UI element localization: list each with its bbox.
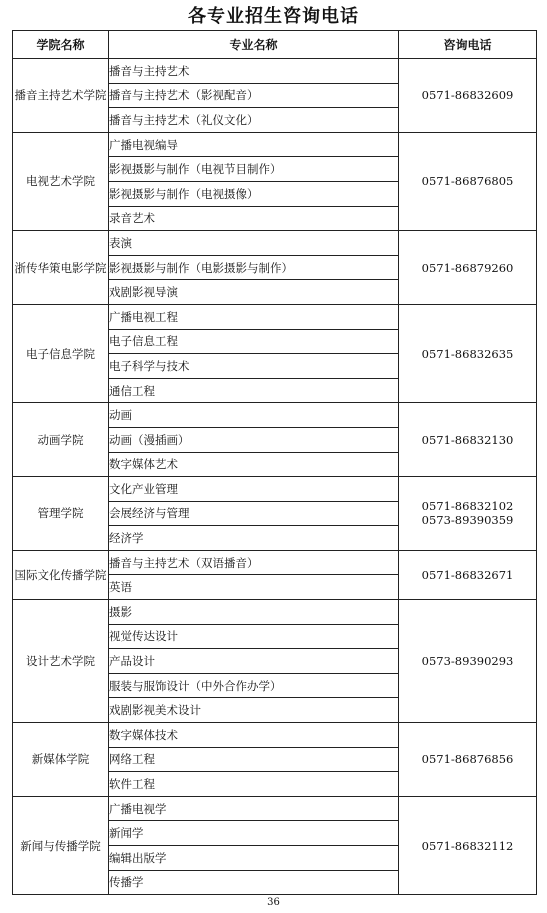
major-name-cell: 播音与主持艺术（礼仪文化） [109, 108, 399, 133]
major-name-cell: 播音与主持艺术（影视配音） [109, 83, 399, 108]
phone-number-cell [399, 132, 537, 230]
major-name-cell: 动画 [109, 403, 399, 428]
major-name-cell: 经济学 [109, 526, 399, 551]
major-name-cell: 英语 [109, 575, 399, 600]
phone-number-cell [399, 723, 537, 797]
phone-number-cell [399, 796, 537, 894]
major-name-cell: 会展经济与管理 [109, 501, 399, 526]
major-name-cell: 影视摄影与制作（电视摄像） [109, 181, 399, 206]
major-name-cell: 表演 [109, 231, 399, 256]
table-row [13, 477, 537, 502]
major-name-cell: 电子科学与技术 [109, 354, 399, 379]
phone-number-cell [399, 231, 537, 305]
table-row [13, 403, 537, 428]
college-name-cell: 浙传华策电影学院 [13, 231, 109, 305]
college-column-header: 学院名称 [13, 31, 109, 59]
major-name-cell: 视觉传达设计 [109, 624, 399, 649]
major-name-cell: 电子信息工程 [109, 329, 399, 354]
college-name-cell: 新媒体学院 [13, 723, 109, 797]
table-header-row [13, 31, 537, 59]
major-name-cell: 广播电视工程 [109, 304, 399, 329]
phone-number: 0571-86832130 [421, 432, 514, 447]
admissions-phone-table [12, 30, 537, 895]
college-name-cell: 播音主持艺术学院 [13, 59, 109, 133]
phone-number-cell [399, 550, 537, 599]
major-name-cell: 摄影 [109, 600, 399, 625]
college-name-cell: 新闻与传播学院 [13, 796, 109, 894]
phone-number: 0571-86832112 [421, 838, 514, 853]
phone-column-header: 咨询电话 [399, 31, 537, 59]
college-name-cell: 国际文化传播学院 [13, 550, 109, 599]
phone-number: 0571-86832671 [421, 567, 514, 582]
table-row [13, 231, 537, 256]
phone-number-cell [399, 600, 537, 723]
major-name-cell: 产品设计 [109, 649, 399, 674]
major-name-cell: 新闻学 [109, 821, 399, 846]
major-name-cell: 影视摄影与制作（电影摄影与制作） [109, 255, 399, 280]
phone-number: 0571-86832609 [421, 88, 514, 103]
phone-number-cell [399, 477, 537, 551]
major-name-cell: 戏剧影视美术设计 [109, 698, 399, 723]
table-row [13, 304, 537, 329]
major-name-cell: 戏剧影视导演 [109, 280, 399, 305]
phone-number: 0573-89390293 [421, 654, 514, 669]
major-name-cell: 播音与主持艺术（双语播音） [109, 550, 399, 575]
major-name-cell: 播音与主持艺术 [109, 59, 399, 84]
page-number: 36 [267, 897, 280, 908]
major-name-cell: 文化产业管理 [109, 477, 399, 502]
phone-number: 0571-86876805 [421, 174, 514, 189]
table-row [13, 59, 537, 84]
major-name-cell: 软件工程 [109, 772, 399, 797]
phone-number: 0571-86879260 [421, 260, 514, 275]
table-row [13, 723, 537, 748]
table-row [13, 550, 537, 575]
major-name-cell: 录音艺术 [109, 206, 399, 231]
table-body [13, 59, 537, 895]
phone-number-cell [399, 59, 537, 133]
college-name-cell: 动画学院 [13, 403, 109, 477]
major-name-cell: 动画（漫插画） [109, 427, 399, 452]
major-name-cell: 编辑出版学 [109, 846, 399, 871]
phone-number: 0571-86832102 [421, 499, 514, 514]
college-name-cell: 管理学院 [13, 477, 109, 551]
table-row [13, 600, 537, 625]
phone-number-cell [399, 304, 537, 402]
major-name-cell: 服装与服饰设计（中外合作办学） [109, 673, 399, 698]
major-name-cell: 传播学 [109, 870, 399, 895]
major-name-cell: 数字媒体艺术 [109, 452, 399, 477]
phone-number-cell [399, 403, 537, 477]
college-name-cell: 设计艺术学院 [13, 600, 109, 723]
phone-number: 0571-86832635 [421, 346, 514, 361]
major-name-cell: 影视摄影与制作（电视节目制作） [109, 157, 399, 182]
table-row [13, 796, 537, 821]
page-title: 各专业招生咨询电话 [188, 6, 359, 27]
major-name-cell: 通信工程 [109, 378, 399, 403]
table-row [13, 132, 537, 157]
major-name-cell: 广播电视编导 [109, 132, 399, 157]
major-name-cell: 网络工程 [109, 747, 399, 772]
college-name-cell: 电视艺术学院 [13, 132, 109, 230]
phone-number: 0573-89390359 [421, 513, 514, 528]
major-column-header: 专业名称 [109, 31, 399, 59]
phone-number: 0571-86876856 [421, 752, 514, 767]
major-name-cell: 广播电视学 [109, 796, 399, 821]
college-name-cell: 电子信息学院 [13, 304, 109, 402]
major-name-cell: 数字媒体技术 [109, 723, 399, 748]
